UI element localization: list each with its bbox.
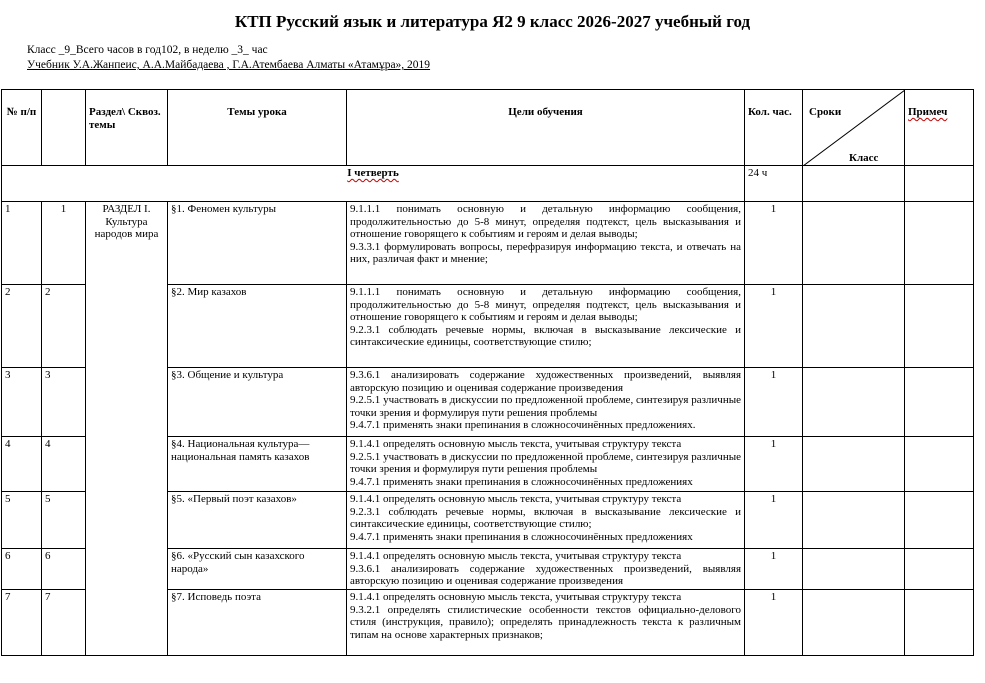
learning-goals [347,202,745,285]
header-section-label: Раздел\ Сквоз. темы [89,106,161,131]
textbook-info: Учебник У.А.Жанпеис, А.А.Майбадаева , Г.А.Атембаева Алматы «Атамұра», 2019 [27,59,431,71]
quarter-notes [905,166,974,202]
lesson-number: 7 [42,590,86,656]
quarter-label: I четверть [347,167,399,179]
lesson-hours: 1 [745,368,803,437]
lesson-dates [803,368,905,437]
lesson-hours: 1 [745,492,803,549]
header-topics: Темы урока [168,90,347,166]
goal-item: 9.2.5.1 участвовать в дискуссии по предложенной проблеме, синтезируя различные точки зрения и формулируя пути решения проблемы [350,450,741,475]
learning-goals [347,437,745,492]
header-notes [905,90,974,166]
header-row [2,90,974,166]
header-dates-label: Сроки [809,106,842,118]
lesson-number: 4 [42,437,86,492]
lesson-notes [905,437,974,492]
header-goals: Цели обучения [347,90,745,166]
learning-goals [347,590,745,656]
learning-goals [347,492,745,549]
learning-goals [347,368,745,437]
header-empty [42,90,86,166]
goal-item: 9.4.7.1 применять знаки препинания в сложносочинённых предложениях [350,475,693,488]
lesson-hours: 1 [745,285,803,368]
lesson-hours: 1 [745,437,803,492]
goal-item: 9.1.1.1 понимать основную и детальную информацию сообщения, продолжительностью до 5-8 минут, определяя подтекст, цель высказывания и отношение говорящего к событиям и героям и делая выводы; [350,286,741,323]
lesson-hours: 1 [745,549,803,590]
goal-item: 9.1.4.1 определять основную мысль текста, учитывая структуру текста [350,591,682,603]
row-number: 2 [2,285,42,368]
goal-item: 9.4.7.1 применять знаки препинания в сложносочинённых предложениях [350,530,693,543]
lesson-notes [905,368,974,437]
lesson-notes [905,590,974,656]
lesson-dates [803,285,905,368]
lesson-notes [905,549,974,590]
goal-item: 9.2.3.1 соблюдать речевые нормы, включая в высказывание лексические и синтаксические единицы, соответствующие стилю; [350,323,741,348]
row-number: 1 [2,202,42,285]
lesson-number: 3 [42,368,86,437]
header-dates [803,90,905,166]
learning-goals [347,549,745,590]
ktp-table [1,89,974,656]
learning-goals [347,285,745,368]
quarter-hours: 24 ч [745,166,803,202]
lesson-number: 6 [42,549,86,590]
goal-item: 9.4.7.1 применять знаки препинания в сложносочинённых предложениях. [350,419,696,431]
header-section [86,90,168,166]
goal-item: 9.1.4.1 определять основную мысль текста, учитывая структуру текста [350,550,682,562]
lesson-topic: §5. «Первый поэт казахов» [168,492,347,549]
row-number: 4 [2,437,42,492]
lesson-dates [803,202,905,285]
row-number: 3 [2,368,42,437]
row-number: 6 [2,549,42,590]
lesson-number: 1 [42,202,86,285]
lesson-dates [803,492,905,549]
lesson-topic: §1. Феномен культуры [168,202,347,285]
lesson-topic: §2. Мир казахов [168,285,347,368]
header-hours: Кол. час. [745,90,803,166]
lesson-dates [803,437,905,492]
row-number: 7 [2,590,42,656]
header-num: № п/п [2,90,42,166]
goal-item: 9.2.5.1 участвовать в дискуссии по предложенной проблеме, синтезируя различные точки зрения и формулируя пути решения проблемы [350,394,741,419]
lesson-hours: 1 [745,590,803,656]
goal-item: 9.1.4.1 определять основную мысль текста, учитывая структуру текста [350,438,682,450]
lesson-topic: §7. Исповедь поэта [168,590,347,656]
goal-item: 9.1.1.1 понимать основную и детальную информацию сообщения, продолжительностью до 5-8 минут, определяя подтекст, цель высказывания и отношение говорящего к событиям и героям и делая выводы; [350,203,741,240]
goal-item: 9.1.4.1 определять основную мысль текста, учитывая структуру текста [350,493,682,505]
lesson-topic: §6. «Русский сын казахского народа» [168,549,347,590]
quarter-row [2,166,974,202]
lesson-notes [905,202,974,285]
lesson-rows [2,202,974,656]
section-name: РАЗДЕЛ I. Культура народов мира [86,202,168,656]
goal-item: 9.3.2.1 определять стилистические особенности текстов официально-делового стиля (инструкция, правило); определять принадлежность текста к различным типам на основе характерных признаков; [350,603,741,641]
quarter-label-cell [2,166,745,202]
lesson-notes [905,492,974,549]
lesson-number: 2 [42,285,86,368]
lesson-number: 5 [42,492,86,549]
goal-item: 9.3.6.1 анализировать содержание художественных произведений, выявляя авторскую позицию и оценивая содержание произведения [350,369,741,394]
header-klass-label: Класс [849,152,879,164]
goal-item: 9.2.3.1 соблюдать речевые нормы, включая в высказывание лексические и синтаксические единицы, соответствующие стилю; [350,505,741,530]
table-row [2,202,974,285]
class-hours-info: Класс _9_Всего часов в год102, в неделю _3_ час [27,44,268,56]
lesson-dates [803,549,905,590]
quarter-dates [803,166,905,202]
lesson-topic: §3. Общение и культура [168,368,347,437]
header-notes-label: Примеч [908,106,948,118]
row-number: 5 [2,492,42,549]
goal-item: 9.3.3.1 формулировать вопросы, перефразируя информацию текста, и отвечать на них, различая факт и мнение; [350,240,741,265]
lesson-topic: §4. Национальная культура— национальная память казахов [168,437,347,492]
lesson-dates [803,590,905,656]
lesson-hours: 1 [745,202,803,285]
document-title: КТП Русский язык и литература Я2 9 класс 2026-2027 учебный год [234,12,751,31]
goal-item: 9.3.6.1 анализировать содержание художественных произведений, выявляя авторскую позицию и оценивая содержание произведения [350,562,741,587]
lesson-notes [905,285,974,368]
